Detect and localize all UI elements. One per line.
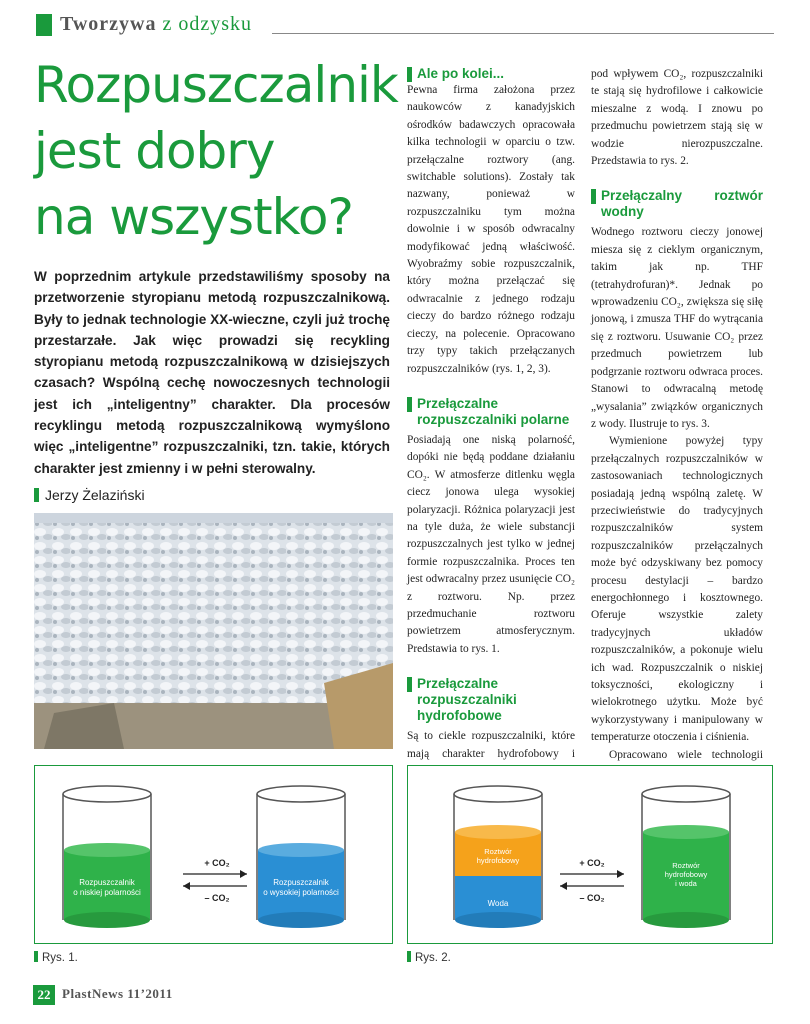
fig2-top-label-2: hydrofobowy: [476, 856, 520, 865]
fig2-minus-co2: – CO₂: [579, 893, 605, 903]
header-marker: [36, 14, 52, 36]
paragraph: Wodnego roztworu cieczy jonowej miesza się z cieklym organicznym, takim jak np. THF (tetrahydrofuran)*. Jednak po wprowadzeniu CO₂, zwiększa się siłę jonową, i zmusza THF do wytrącania się z roztworu. Usuwanie CO₂ przez przedmuch powietrzem lub podgrzanie roztworu odwraca proces. Stanowi to odwracalną metodę „wysalania” związków organicznych z wody. Ilustruje to rys. 3.: [591, 226, 763, 430]
page-number: 22: [33, 985, 55, 1005]
fig2-bottom-label: Woda: [487, 899, 509, 908]
column-1: [407, 66, 575, 833]
paragraph: Są to ciekle rozpuszczalniki, które mają charakter hydrofobowy i: [407, 730, 575, 760]
figure-2-caption: Rys. 2.: [407, 951, 451, 964]
fig2-plus-co2: + CO₂: [579, 858, 605, 868]
subheading-3: Przełączalne rozpuszczalniki hydrofobowe: [407, 676, 575, 724]
fig2-top-label-1: Roztwór: [484, 847, 512, 856]
subheading-2: Przełączalne rozpuszczalniki polarne: [407, 396, 575, 428]
section-header: Tworzywa z odzysku: [60, 13, 253, 35]
beaker-right: [257, 786, 345, 928]
subheading-4: Przełączalny roztwór wodny: [591, 188, 763, 220]
figure-1: [34, 765, 393, 944]
magazine-issue: PlastNews 11’2011: [62, 986, 173, 1001]
beaker-left: [454, 786, 542, 928]
paragraph: Wymienione powyżej typy przełączalnych rozpuszczalników w zastosowaniach technologicznych posiadają jedną wspólną zaletę. W przeciwieństwie do tradycyjnych rozpuszczalników system rozpuszczalników przełączalnych może być odzyskiwany bez pomocy procesu destylacji – bardzo energochłonnego i kosztownego. Oferuje wszystkie zalety tradycyjnych układów rozpuszczalników, a pokonuje wielu ich wad. Rozpuszczalnik o niskiej toksyczności, ekologiczny i wielokrotnego użytku. Może być wykorzystywany i manipulowany w temperaturze otoczenia i ciśnienia.: [591, 435, 763, 744]
subheading-1: Ale po kolei...: [407, 66, 575, 82]
article-title: Rozpuszczalnik jest dobry na wszystko?: [34, 56, 398, 246]
figure-2: [407, 765, 773, 944]
column-2: [591, 66, 763, 834]
fig1-right-label-1: Rozpuszczalnik: [273, 878, 329, 887]
paragraph: pod wpływem CO₂, rozpuszczalniki te stają się hydrofilowe i całkowicie mieszalne z wodą. I znowu po przedmuchu powietrzem stają się w wodzie nierozpuszczalne. Przedstawia to rys. 2.: [591, 68, 763, 168]
paragraph: Pewna firma założona przez naukowców z kanadyjskich ośrodków badawczych opracowała kilka technologii w oparciu o tzw. przełączalne roztwory (ang. switchable solutions). Zostały tak nazwany, ponieważ w rozpuszczalniku tym można dowolnie i w sposób odwracalny modyfikować jedną właściwość. Wyobraźmy sobie rozpuszczalnik, który można przełączać się odwracalnie z jednego rodzaju cieczy do bardzo różnego rodzaju cieczy, na polecenie. Opracowano trzy typy takich przełączanych rozpuszczalników (rys. 1, 2, 3).: [407, 84, 575, 375]
bales-photo: [34, 513, 393, 749]
author: Jerzy Żelaziński: [34, 487, 145, 503]
lead-paragraph: W poprzednim artykule przedstawiliśmy sposoby na przetworzenie styropianu metodą rozpuszczalnikową. Były to jednak technologie XX-wieczne, czyli już trochę przestarzałe. Jak więc prowadzi się recykling styropianu metodą rozpuszczalnikową w dzisiejszych czasach? Wspólną cechę nowoczesnych technologii jest ich „inteligentny” charakter. Dla procesów recyklingu metodą rozpuszczalnikową wymyślono więc „inteligentne” rozpuszczalniki, tzn. takie, których charakter jest zmienny i w pełni sterowalny.: [34, 269, 390, 476]
fig1-minus-co2: – CO₂: [204, 893, 230, 903]
header-rule: [272, 33, 774, 34]
fig1-plus-co2: + CO₂: [204, 858, 230, 868]
figure-1-caption: Rys. 1.: [34, 951, 78, 964]
fig2-right-label-3: i woda: [675, 879, 697, 888]
beaker-left: [63, 786, 151, 928]
fig1-left-label-2: o niskiej polarności: [73, 888, 141, 897]
fig2-right-label-2: hydrofobowy: [664, 870, 708, 879]
fig1-right-label-2: o wysokiej polarności: [263, 888, 339, 897]
fig2-right-label-1: Roztwór: [672, 861, 700, 870]
paragraph: Opracowano wiele technologii: [609, 748, 763, 761]
paragraph: Posiadają one niską polarność, dopóki nie będą poddane działaniu CO₂. W atmosferze ditlenku węgla ciecz jonowa ulega wysokiej polaryzacji. Różnica polaryzacji jest na tyle duża, że wiele substancji rozpuszczalnych jest tylko w jednej formie rozpuszczalnika. Proces ten jest odwracalny przez usunięcie CO₂ z roztworu. Np. przez przedmuchanie roztworu powietrzem atmosferycznym. Predstawia to rys. 1.: [407, 433, 575, 655]
fig1-left-label-1: Rozpuszczalnik: [79, 878, 135, 887]
beaker-right: [642, 786, 730, 928]
